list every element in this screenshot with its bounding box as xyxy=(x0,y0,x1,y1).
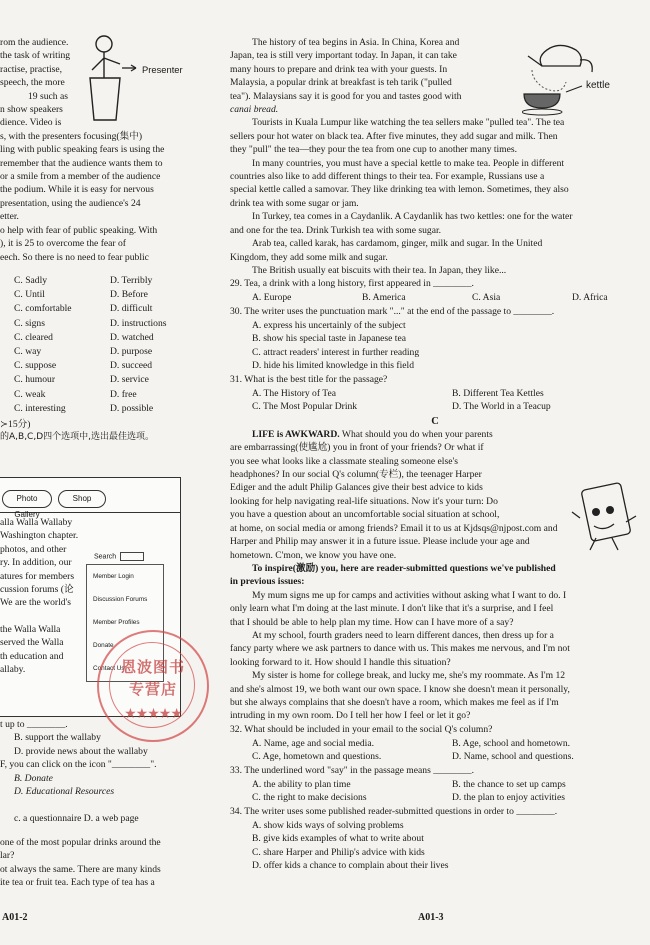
option: C. Age, hometown and questions. xyxy=(252,751,382,763)
text-line: or a smile from a member of the audience xyxy=(0,171,161,183)
text-line: n show speakers xyxy=(0,104,63,116)
text-line: Tourists in Kuala Lumpur like watching the tea sellers make "pulled tea". The tea xyxy=(252,117,565,129)
option: B. America xyxy=(362,292,406,304)
lead-rest: What should you do when your parents xyxy=(339,428,493,440)
text-line: th education and xyxy=(0,650,64,662)
text-line: s, with the presenters focusing(集中) xyxy=(0,130,143,142)
search-field[interactable] xyxy=(94,552,144,561)
website-tab-bar xyxy=(0,486,180,519)
option-row xyxy=(14,288,212,302)
text-line: Ediger and the adult Philip Galances give their best advice to kids xyxy=(230,482,483,494)
text-line: allaby. xyxy=(0,664,26,676)
option-row xyxy=(14,302,212,316)
question-31: 31. What is the best title for the passage? xyxy=(230,373,388,385)
text-line: that I should be able to help plan my time. How can I have more of a say? xyxy=(230,616,514,628)
search-label: Search xyxy=(94,553,117,561)
presenter-label: Presenter xyxy=(142,64,183,75)
option-row xyxy=(14,359,212,373)
option: D. Name, school and questions. xyxy=(452,751,574,763)
text-line: photos, and other xyxy=(0,543,67,555)
text-line: one of the most popular drinks around the xyxy=(0,836,161,848)
text-line: special kettle called a samovar. They like drinking tea with lemon. Sometimes, they also xyxy=(230,184,569,196)
text-line: In Turkey, tea comes in a Caydanlik. A Caydanlik has two kettles: one for the water xyxy=(252,211,573,223)
text-line: ite tea or fruit tea. Each type of tea has a xyxy=(0,877,155,889)
text-line: Japan, tea is still very important today. In Japan, it can take xyxy=(230,50,457,62)
text-line: atures for members xyxy=(0,570,75,582)
text-line: remember that the audience wants them to xyxy=(0,157,163,169)
section-instruction: 的A,B,C,D四个选项中,选出最佳选项。 xyxy=(0,432,154,443)
text-line: only learn what I'm doing at the last minute. I don't like that it's a surprise, and I feel xyxy=(230,603,554,615)
option-row xyxy=(14,402,212,416)
option: D. offer kids a chance to complain about their lives xyxy=(252,860,449,872)
website-body-text xyxy=(0,516,84,676)
option-d: D. difficult xyxy=(110,303,153,315)
option: A. Europe xyxy=(252,292,292,304)
option-row xyxy=(230,400,640,414)
menu-item-discussion-forums[interactable]: Discussion Forums xyxy=(93,596,148,603)
option-c: C. humour xyxy=(14,374,56,386)
option-row xyxy=(230,791,640,805)
option: D. Educational Resources xyxy=(14,786,115,798)
option-row xyxy=(14,317,212,331)
option: B. Different Tea Kettles xyxy=(452,387,544,399)
right-column xyxy=(230,36,640,873)
option: A. The History of Tea xyxy=(252,387,336,399)
text-line: and she's almost 19, we both want our own space. I know she doesn't mean it personally, xyxy=(230,683,570,695)
passage-c xyxy=(230,428,640,723)
question-32: 32. What should be included in your email to the social Q's column? xyxy=(230,723,493,735)
text-line: ), it is 25 to overcome the fear of xyxy=(0,238,127,250)
option-d: D. watched xyxy=(110,331,154,343)
text-line: etter. xyxy=(0,211,19,223)
option: C. Asia xyxy=(472,292,501,304)
text-line: Kingdom, they add some milk and sugar. xyxy=(230,251,388,263)
text-line: you see what looks like a classmate stealing someone else's xyxy=(230,455,458,467)
option: D. Africa xyxy=(572,292,608,304)
text-line: the Walla Walla xyxy=(0,623,61,635)
option: A. the ability to plan time xyxy=(252,778,351,790)
text-line: at home, on social media or among friends? Email it to us at Kjdsqs@njpost.com and xyxy=(230,522,558,534)
text-line: speech, the more xyxy=(0,77,65,89)
text-line: alla Walla Wallaby xyxy=(0,517,73,528)
seal-stars: ★★★★★ xyxy=(124,706,182,722)
text-line: Malaysia, a popular drink at breakfast is teh tarik ("pulled xyxy=(230,77,452,89)
q29-options xyxy=(230,291,640,305)
text-line: canai bread. xyxy=(230,104,279,116)
text-line: Washington chapter. xyxy=(0,530,79,542)
option-d: D. purpose xyxy=(110,345,153,357)
option: D. the plan to enjoy activities xyxy=(452,792,565,804)
option-d: D. Terribly xyxy=(110,274,153,286)
option-c: C. suppose xyxy=(14,360,57,372)
question-stem: F, you can click on the icon "________". xyxy=(0,759,157,771)
text-line: Harper and Philip may answer it in a future issue. Please include your age and xyxy=(230,536,530,548)
tab-shop[interactable]: Shop xyxy=(58,490,106,508)
option: B. Donate xyxy=(14,772,53,784)
left-questions xyxy=(0,718,212,889)
text-line: lar? xyxy=(0,850,15,862)
option-c: C. way xyxy=(14,345,42,357)
question-34: 34. The writer uses some published reader-submitted questions in order to ________. xyxy=(230,805,558,817)
text-line: sellers pour hot water on black tea. After five minutes, they add sugar and milk. Then xyxy=(230,130,558,142)
option: C. The Most Popular Drink xyxy=(252,401,358,413)
text-line: the task of writing xyxy=(0,50,71,62)
option: c. a questionnaire D. a web page xyxy=(14,813,139,825)
text-line: The history of tea begins in Asia. In China, Korea and xyxy=(252,37,460,48)
text-line: are embarrassing(使尴尬) you in front of your friends? Or what if xyxy=(230,442,484,454)
question-33: 33. The underlined word "say" in the passage means ________. xyxy=(230,764,474,776)
text-line: served the Walla xyxy=(0,637,64,649)
text-line xyxy=(0,610,84,623)
text-line: countries also like to add different things to their tea. For example, Russians use a xyxy=(230,171,545,183)
text-line: tea"). Malaysians say it is good for you and tastes good with xyxy=(230,90,462,102)
text-line: eech. So there is no need to fear public xyxy=(0,251,149,263)
text-line: drink tea with some sugar or jam. xyxy=(230,197,359,209)
menu-item-member-profiles[interactable]: Member Profiles xyxy=(93,619,140,626)
option-row xyxy=(14,331,212,345)
blank-line xyxy=(0,798,212,812)
kettle-label: kettle xyxy=(586,80,610,91)
option-c: C. cleared xyxy=(14,331,53,343)
text-line: o help with fear of public speaking. With xyxy=(0,224,158,236)
option: B. give kids examples of what to write about xyxy=(252,833,424,845)
question-30: 30. The writer uses the punctuation mark "..." at the end of the passage to ________. xyxy=(230,305,555,317)
option-c: C. comfortable xyxy=(14,303,72,315)
text-line: ling with public speaking fears is using the xyxy=(0,144,165,156)
lead-in: LIFE is AWKWARD. xyxy=(252,428,340,440)
option: D. provide news about the wallaby xyxy=(14,745,148,757)
question-stem: t up to ________. xyxy=(0,719,68,730)
section-c-heading: C xyxy=(431,415,439,427)
option-d: D. possible xyxy=(110,402,154,414)
left-column xyxy=(0,36,212,445)
text-line: fancy party where we ask partners to dance with us. This makes me nervous, and I'm not xyxy=(230,643,570,655)
option: A. express his uncertainly of the subject xyxy=(252,319,406,331)
seal-text-top: 恩波图书 xyxy=(120,658,185,676)
option: C. share Harper and Philip's advice with kids xyxy=(252,846,425,858)
text-line: many hours to prepare and drink tea with your guests. In xyxy=(230,63,448,75)
option: B. the chance to set up camps xyxy=(452,778,566,790)
option: D. The World in a Teacup xyxy=(452,401,551,413)
menu-item-member-login[interactable]: Member Login xyxy=(93,573,134,580)
option-d: D. service xyxy=(110,374,149,386)
option: C. attract readers' interest in further reading xyxy=(252,346,420,358)
text-line: In many countries, you must have a special kettle to make tea. People in different xyxy=(252,157,565,169)
options-grid xyxy=(0,274,212,416)
option-c: C. Sadly xyxy=(14,274,48,286)
text-line: ractise, practise, xyxy=(0,63,63,75)
seal-text-bottom: 专营店 xyxy=(128,680,177,698)
option-row xyxy=(230,737,640,751)
option-row xyxy=(14,274,212,288)
option-d: D. Before xyxy=(110,289,148,301)
menu-item-donate[interactable]: Donate xyxy=(93,642,114,649)
text-line: We are the world's xyxy=(0,597,72,609)
tab-photo-gallery[interactable]: Photo Gallery xyxy=(2,490,52,508)
option-row xyxy=(14,345,212,359)
option: D. hide his limited knowledge in this field xyxy=(252,360,415,372)
option-d: D. free xyxy=(110,388,137,400)
option-d: D. succeed xyxy=(110,360,153,372)
text-line: rom the audience. xyxy=(0,37,69,48)
section-heading: ≻15分) xyxy=(0,418,31,430)
option: B. support the wallaby xyxy=(14,732,101,744)
option-c: C. signs xyxy=(14,317,45,329)
text-line: My sister is home for college break, and lucky me, she's my roommate. As I'm 12 xyxy=(252,670,566,682)
text-line: At my school, fourth graders need to learn different dances, then dress up for a xyxy=(252,629,554,641)
option-d: D. instructions xyxy=(110,317,167,329)
option-c: C. Until xyxy=(14,289,45,301)
option-row xyxy=(230,778,640,792)
cartoon-illustration xyxy=(570,482,638,552)
menu-item-contact-us[interactable]: Contact Us xyxy=(93,665,125,672)
text-line: in previous issues: xyxy=(230,576,305,588)
option: A. show kids ways of solving problems xyxy=(252,819,404,831)
kettle-illustration xyxy=(522,42,634,116)
text-line: presentation, using the audience's 24 xyxy=(0,197,141,209)
text-line: looking for help navigating real-life situations. Now it's your turn: Do xyxy=(230,495,498,507)
text-line: To inspire(激励) you, here are reader-submitted questions we've published xyxy=(252,562,556,574)
text-line: ot always the same. There are many kinds xyxy=(0,863,161,875)
option-row xyxy=(230,387,640,401)
text-line: 19 such as xyxy=(28,90,68,102)
text-line: The British usually eat biscuits with their tea. In Japan, they like... xyxy=(252,264,507,276)
page-number-left: A01-2 xyxy=(2,912,28,923)
option-row xyxy=(14,373,212,387)
option: B. Age, school and hometown. xyxy=(452,737,571,749)
text-line: the podium. While it is easy for nervous xyxy=(0,184,154,196)
text-line: Arab tea, called karak, has cardamom, ginger, milk and sugar. In the United xyxy=(252,238,543,250)
option-c: C. interesting xyxy=(14,402,66,414)
question-29: 29. Tea, a drink with a long history, first appeared in ________. xyxy=(230,278,474,290)
text-line: you have a question about an uncomfortable social situation at school, xyxy=(230,509,500,521)
option-row xyxy=(230,750,640,764)
text-line: My mum signs me up for camps and activities without asking what I want to do. I xyxy=(252,589,567,601)
text-line: they "pull" the tea—they pour the tea from one cup to another many times. xyxy=(230,144,518,156)
option-row xyxy=(14,388,212,402)
option-c: C. weak xyxy=(14,388,46,400)
search-input[interactable] xyxy=(120,552,144,561)
page-number-right: A01-3 xyxy=(418,912,444,923)
text-line: looking forward to it. How should I handle this situation? xyxy=(230,656,451,668)
option: C. the right to make decisions xyxy=(252,792,367,804)
text-line: hometown. C'mon, we know you have one. xyxy=(230,549,397,561)
option: A. Name, age and social media. xyxy=(252,737,375,749)
text-line: headphones? In our social Q's column(专栏), the teenager Harper xyxy=(230,469,482,481)
text-line: but she always complains that she doesn't have a room, which makes me feel as if I'm xyxy=(230,696,559,708)
presenter-illustration xyxy=(84,34,212,122)
text-line xyxy=(230,428,570,441)
text-line: intruding in my own room. Do I tell her how I feel or let it go? xyxy=(230,710,471,722)
text-line: cussion forums (论 xyxy=(0,584,74,596)
text-line: and one for the tea. Drink Turkish tea with some sugar. xyxy=(230,224,442,236)
text-line: ry. In addition, our xyxy=(0,557,72,569)
text-line: dience. Video is xyxy=(0,117,62,129)
option: B. show his special taste in Japanese tea xyxy=(252,333,406,345)
